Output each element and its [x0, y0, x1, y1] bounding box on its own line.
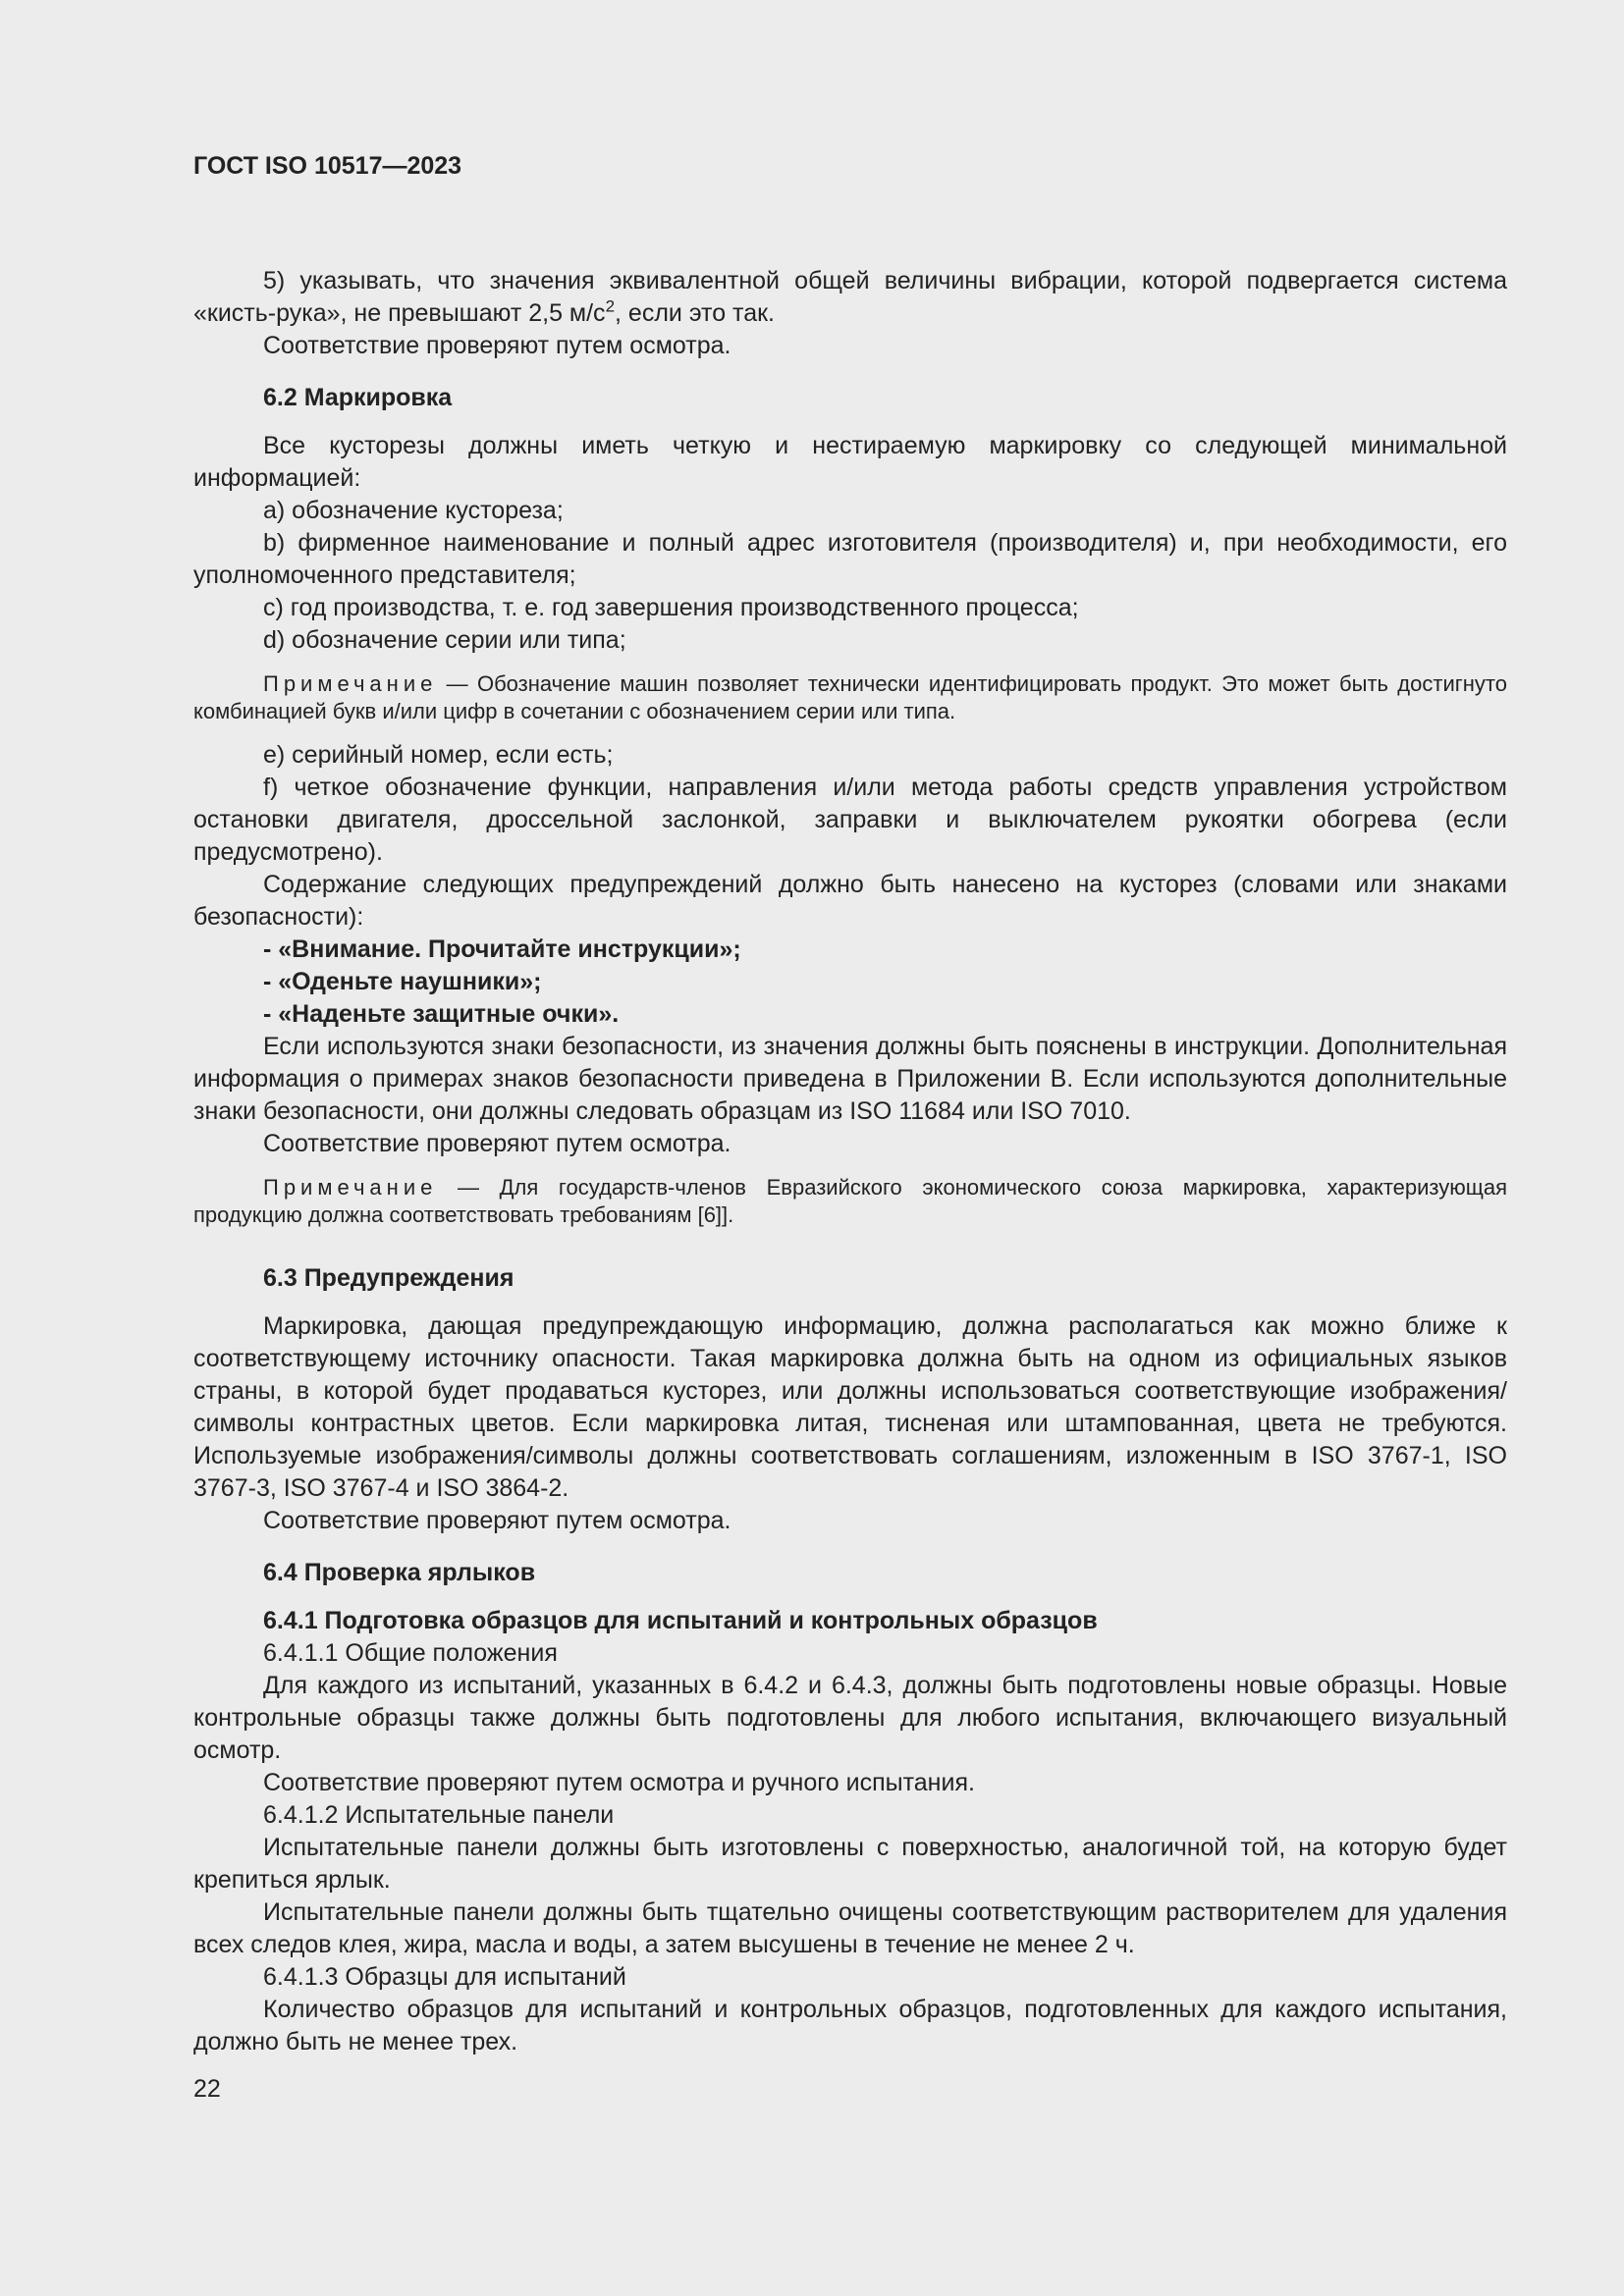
note-label: Примечание	[263, 1175, 438, 1200]
safety-signs-text: Если используются знаки безопасности, из значения должны быть пояснены в инструкции. Дополнительная информация о примерах знаков безопасности приведена в Приложении В. Если используются дополнительные знаки безопасности, они должны следовать образцам из ISO 11684 или ISO 7010.	[193, 1033, 1507, 1125]
section-6-4-1-title: 6.4.1 Подготовка образцов для испытаний и контрольных образцов	[263, 1607, 1098, 1634]
item-5-text: 5) указывать, что значения эквивалентной общей величины вибрации, которой подвергается система «кисть-рука», не превышают 2,5 м/с	[193, 267, 1507, 327]
note-1	[193, 670, 1507, 725]
warning-read-instructions: - «Внимание. Прочитайте инструкции»;	[263, 935, 741, 963]
marking-item-e: e) серийный номер, если есть;	[263, 741, 614, 769]
section-6-4-1-2-title: 6.4.1.2 Испытательные панели	[263, 1801, 615, 1829]
conformity-text: Соответствие проверяют путем осмотра.	[263, 332, 731, 359]
test-panels-text-2: Испытательные панели должны быть тщательно очищены соответствующим растворителем для удаления всех следов клея, жира, масла и воды, а затем высушены в течение не менее 2 ч.	[193, 1898, 1507, 1958]
test-samples-text: Количество образцов для испытаний и контрольных образцов, подготовленных для каждого испытания, должно быть не менее трех.	[193, 1996, 1507, 2056]
item-5-superscript: 2	[605, 296, 616, 316]
test-panels-text-1: Испытательные панели должны быть изготовлены с поверхностью, аналогичной той, на которую будет крепиться ярлык.	[193, 1834, 1507, 1894]
warning-eye-protection: - «Наденьте защитные очки».	[263, 1000, 620, 1028]
marking-item-c: c) год производства, т. е. год завершения производственного процесса;	[263, 594, 1079, 621]
note-text: — Для государств-членов Евразийского экономического союза маркировка, характеризующая продукцию должна соответствовать требованиям [6]].	[193, 1175, 1507, 1227]
section-6-4-1-1-title: 6.4.1.1 Общие положения	[263, 1639, 558, 1667]
note-label: Примечание	[263, 671, 438, 696]
page-number: 22	[193, 2075, 221, 2103]
general-provisions-text: Для каждого из испытаний, указанных в 6.4.2 и 6.4.3, должны быть подготовлены новые образцы. Новые контрольные образцы также должны быть подготовлены для любого испытания, включающего визуальный осмотр.	[193, 1672, 1507, 1764]
document-header: ГОСТ ISO 10517—2023	[193, 152, 462, 180]
conformity-text: Соответствие проверяют путем осмотра и ручного испытания.	[263, 1769, 975, 1796]
warnings-text: Маркировка, дающая предупреждающую информацию, должна располагаться как можно ближе к соответствующему источнику опасности. Такая маркировка должна быть на одном из официальных языков страны, в которой будет продаваться кусторез, или должны использоваться соответствующие изображения/символы контрастных цветов. Если маркировка литая, тисненая или штампованная, цвета не требуются. Используемые изображения/символы должны соответствовать соглашениям, изложенным в ISO 3767-1, ISO 3767-3, ISO 3767-4 и ISO 3864-2.	[193, 1312, 1507, 1502]
item-5-tail: , если это так.	[615, 299, 776, 327]
note-text: — Обозначение машин позволяет технически идентифицировать продукт. Это может быть достигнуто комбинацией букв и/или цифр в сочетании с обозначением серии или типа.	[193, 671, 1507, 723]
item-5	[193, 265, 1507, 330]
marking-item-f: f) четкое обозначение функции, направления и/или метода работы средств управления устройством остановки двигателя, дроссельной заслонкой, заправки и выключателем рукоятки обогрева (если предусмотрено).	[193, 774, 1507, 866]
note-2	[193, 1174, 1507, 1229]
conformity-text: Соответствие проверяют путем осмотра.	[263, 1507, 731, 1534]
document-page	[193, 145, 1507, 2058]
section-6-4-1-3-title: 6.4.1.3 Образцы для испытаний	[263, 1963, 626, 1991]
conformity-text: Соответствие проверяют путем осмотра.	[263, 1130, 731, 1157]
marking-item-a: a) обозначение кустореза;	[263, 497, 564, 524]
marking-item-b: b) фирменное наименование и полный адрес изготовителя (производителя) и, при необходимости, его уполномоченного представителя;	[193, 529, 1507, 589]
warnings-intro: Содержание следующих предупреждений должно быть нанесено на кусторез (словами или знаками безопасности):	[193, 871, 1507, 931]
section-6-2-title: 6.2 Маркировка	[263, 384, 453, 411]
marking-item-d: d) обозначение серии или типа;	[263, 626, 626, 654]
marking-intro: Все кусторезы должны иметь четкую и нестираемую маркировку со следующей минимальной информацией:	[193, 432, 1507, 492]
warning-ear-protection: - «Оденьте наушники»;	[263, 968, 542, 995]
section-6-3-title: 6.3 Предупреждения	[263, 1264, 514, 1292]
section-6-4-title: 6.4 Проверка ярлыков	[263, 1559, 536, 1586]
